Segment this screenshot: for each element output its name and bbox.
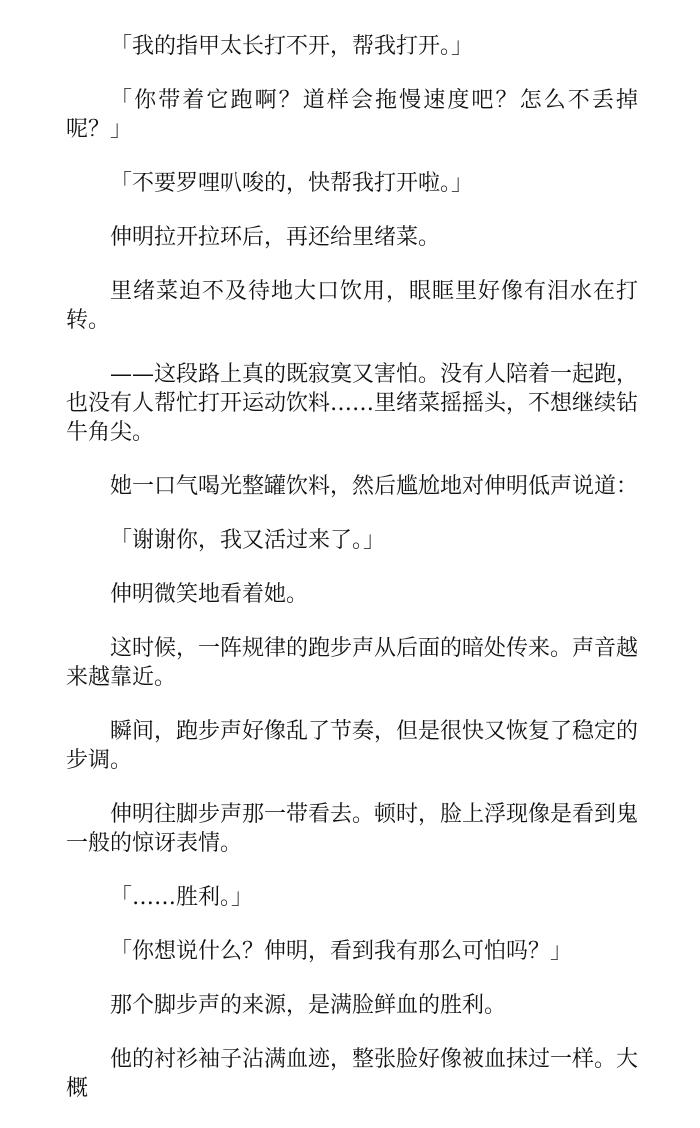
paragraph: ——这段路上真的既寂寞又害怕。没有人陪着一起跑，也没有人帮忙打开运动饮料……里绪菜摇摇头，不想继续钻牛角尖。 (66, 362, 639, 445)
paragraph: 「你想说什么？伸明，看到我有那么可怕吗？」 (110, 939, 573, 964)
paragraph: 「不要罗哩叭唆的，快帮我打开啦。」 (110, 171, 474, 196)
paragraph: 这时候，一阵规律的跑步声从后面的暗处传来。声音越来越靠近。 (66, 636, 639, 690)
paragraph: 他的衬衫袖子沾满血迹，整张脸好像被血抹过一样。大概 (66, 1047, 639, 1101)
paragraph: 「我的指甲太长打不开，帮我打开。」 (110, 34, 474, 59)
paragraph: 瞬间，跑步声好像乱了节奏，但是很快又恢复了稳定的步调。 (66, 719, 639, 773)
paragraph: 那个脚步声的来源，是满脸鲜血的胜利。 (110, 993, 507, 1018)
page-body (66, 32, 638, 1128)
paragraph: 「谢谢你，我又活过来了。」 (110, 528, 386, 553)
paragraph: 「你带着它跑啊？道样会拖慢速度吧？怎么不丢掉呢？」 (66, 88, 638, 142)
paragraph: 伸明微笑地看着她。 (110, 582, 309, 607)
paragraph: 里绪菜迫不及待地大口饮用，眼眶里好像有泪水在打转。 (66, 279, 638, 333)
paragraph: 「……胜利。」 (110, 885, 254, 910)
paragraph: 伸明往脚步声那一带看去。顿时，脸上浮现像是看到鬼一般的惊讶表情。 (66, 802, 639, 856)
paragraph: 伸明拉开拉环后，再还给里绪菜。 (110, 225, 441, 250)
paragraph: 她一口气喝光整罐饮料，然后尴尬地对伸明低声说道： (110, 474, 639, 499)
